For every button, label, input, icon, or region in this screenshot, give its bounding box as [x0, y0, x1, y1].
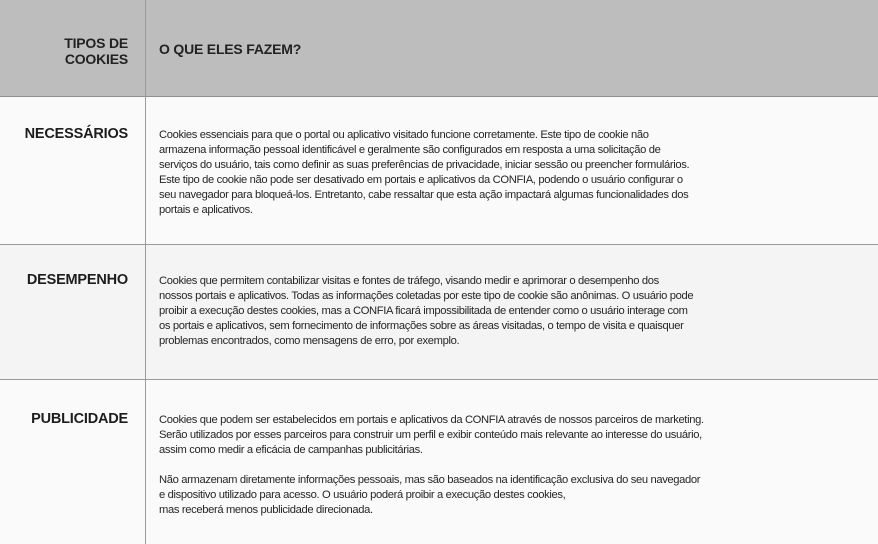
table-row: [0, 245, 878, 380]
cookie-description: Cookies que podem ser estabelecidos em portais e aplicativos da CONFIA através de nossos parceiros de marketing. Serão utilizados por esses parceiros para construir um perfil e exibir conteúdo mais relevante ao interesse do usuário, assim como medir a eficácia de campanhas publicitárias. Não armazenam diretamente informações pessoais, mas são baseados na identificação exclusiva do seu navegador e dispositivo utilizado para acesso. O usuário poderá proibir a execução destes cookies, mas receberá menos publicidade direcionada.: [159, 414, 704, 516]
header-types-line2: COOKIES: [64, 51, 128, 67]
table-row: [0, 380, 878, 544]
cookie-type-label: NECESSÁRIOS: [24, 126, 128, 142]
table-row: [0, 97, 878, 245]
cookie-description: Cookies que permitem contabilizar visitas e fontes de tráfego, visando medir e aprimorar o desempenho dos nossos portais e aplicativos. Todas as informações coletadas por este tipo de cookie são anônimas. O usuário pode proibir a execução destes cookies, mas a CONFIA ficará impossibilitada de entender como o usuário interage com os portais e aplicativos, sem fornecimento de informações sobre as áreas visitadas, o tempo de visita e quaisquer problemas encontrados, como mensagens de erro, por exemplo.: [159, 275, 694, 347]
column-divider: [145, 0, 146, 544]
cookie-type-label: DESEMPENHO: [26, 272, 128, 288]
header-types-line1: TIPOS DE: [64, 35, 128, 51]
cookie-description: Cookies essenciais para que o portal ou aplicativo visitado funcione corretamente. Este tipo de cookie não armazena informação pessoal identificável e geralmente são configurados em resposta a uma solicitação de serviços do usuário, tais como definir as suas preferências de privacidade, iniciar sessão ou preencher formulários. Este tipo de cookie não pode ser desativado em portais e aplicativos da CONFIA, podendo o usuário configurar o seu navegador para bloqueá-los. Entretanto, cabe ressaltar que esta ação impactará algumas funcionalidades dos portais e aplicativos.: [159, 129, 690, 216]
header-what-they-do: O QUE ELES FAZEM?: [159, 41, 302, 57]
header-types-label: [0, 35, 128, 67]
cookie-type-label: PUBLICIDADE: [31, 411, 128, 427]
table-header: [0, 0, 878, 97]
